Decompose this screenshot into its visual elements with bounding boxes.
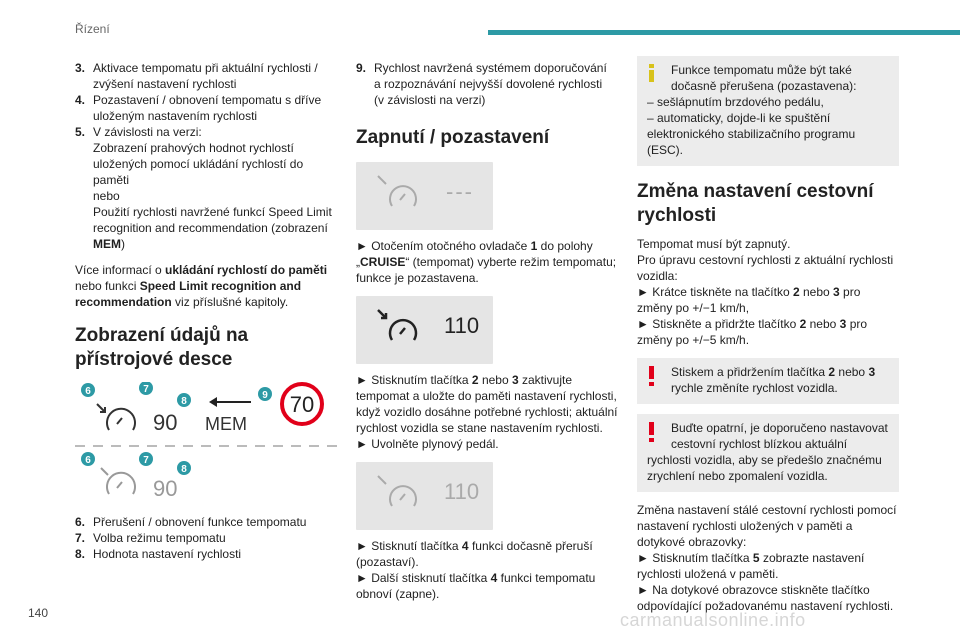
list-item	[75, 546, 337, 562]
bold-text: CRUISE	[360, 255, 406, 269]
column-3	[637, 56, 899, 614]
warning-icon	[649, 422, 655, 442]
text: Stiskem a přidržením tlačítka	[671, 365, 829, 379]
item-text: Pozastavení / obnovení tempomatu s dříve uloženým nastavením rychlosti	[93, 93, 322, 123]
warning-text: rychlosti vozidla, aby se předešlo značnému zrychlení nebo zpomalení vozidla.	[647, 453, 882, 483]
list-item	[75, 530, 337, 546]
text: nebo	[835, 365, 869, 379]
item-text: Volba režimu tempomatu	[93, 531, 226, 545]
item-text: Přerušení / obnovení funkce tempomatu	[93, 515, 307, 529]
list-item	[75, 92, 337, 124]
item-text: Hodnota nastavení rychlosti	[93, 547, 242, 561]
info-paragraph	[75, 262, 337, 310]
item-close: )	[121, 237, 125, 251]
set-speed-value: 90	[153, 476, 178, 501]
paragraph: Pro úpravu cestovní rychlosti z aktuální rychlosti vozidla:	[637, 253, 894, 283]
mem-label: MEM	[205, 414, 247, 434]
text: “ (tempomat) vyberte režim tempomatu; funkce je pozastavena.	[356, 255, 617, 285]
running-header: Řízení	[75, 22, 110, 36]
item-bold: MEM	[93, 237, 121, 251]
text: nebo	[799, 285, 834, 299]
watermark: carmanualsonline.info	[620, 610, 806, 630]
info-text: – sešlápnutím brzdového pedálu, – automaticky, dojde-li ke spuštění elektronického stabilizačního programu (ESC).	[647, 95, 856, 157]
bold-text: 3	[839, 317, 847, 331]
callout-9-label: 9	[262, 390, 268, 401]
warning-box	[637, 358, 899, 404]
bold-text: 3	[868, 365, 876, 379]
item-text: Aktivace tempomatu při aktuální rychlosti / zvýšení nastavení rychlosti	[93, 61, 318, 91]
column-2	[356, 60, 618, 602]
text: nebo	[806, 317, 840, 331]
callout-6-label: 6	[85, 386, 91, 397]
page-number: 140	[28, 606, 49, 620]
text: funkci tempomatu obnoví (zapne).	[356, 571, 596, 601]
section-heading: Zapnutí / pozastavení	[356, 127, 550, 148]
instrument-display-diagram	[75, 382, 337, 502]
set-speed-value: 90	[153, 410, 178, 435]
column-1	[75, 60, 337, 562]
list-item	[75, 60, 337, 92]
text: nebo funkci	[75, 279, 140, 293]
bold-text: ukládání rychlostí do paměti	[165, 263, 328, 277]
section-heading: Zobrazení údajů na přístrojové desce	[75, 325, 249, 370]
bold-text: 2	[828, 365, 836, 379]
warning-icon	[649, 366, 655, 386]
item-number: 9.	[356, 61, 367, 75]
item-text: Rychlost navržená systémem doporučování a rozpoznávání nejvyšší dovolené rychlosti (v závislosti na verzi)	[374, 61, 607, 107]
list-item	[75, 124, 337, 252]
bold-text: 5	[752, 551, 760, 565]
bold-text: 3	[833, 285, 840, 299]
list-item	[356, 60, 618, 108]
callout-6-label: 6	[85, 455, 91, 466]
text: ► Stisknutím tlačítka	[356, 373, 472, 387]
text: ► Krátce tiskněte na tlačítko	[637, 285, 793, 299]
item-number: 5.	[75, 125, 86, 139]
text: ► Otočením otočného ovladače	[356, 239, 531, 253]
paragraph	[637, 550, 899, 582]
legend-list	[75, 514, 337, 562]
text: Více informací o	[75, 263, 166, 277]
text: ► Stisknutí tlačítka	[356, 539, 462, 553]
bold-text: Speed Limit recognition and recommendation	[75, 279, 302, 309]
bold-text: 2	[792, 285, 800, 299]
bold-text: 2	[471, 373, 479, 387]
paragraph: ► Na dotykové obrazovce stiskněte tlačítko odpovídající požadovanému nastavení rychlosti.	[637, 583, 894, 613]
item-number: 7.	[75, 531, 86, 545]
paragraph	[637, 284, 899, 316]
item-text: V závislosti na verzi: Zobrazení prahových hodnot rychlostí uložených pomocí ukládání rychlostí do paměti nebo Použití rychlosti navržené funkcí Speed Limit recognition and recommendation (zobrazení	[93, 125, 332, 235]
callout-8-label: 8	[181, 464, 187, 475]
text: pro změny po +/−1 km/h,	[637, 285, 861, 315]
text: ► Stiskněte a přidržte tlačítko	[637, 317, 800, 331]
bold-text: 4	[490, 571, 498, 585]
info-icon	[649, 64, 655, 82]
paragraph	[637, 316, 899, 348]
text: nebo	[478, 373, 512, 387]
cruise-paused-icon	[101, 468, 135, 494]
warning-box	[637, 414, 899, 492]
section-heading: Změna nastavení cestovní rychlosti	[637, 181, 874, 226]
text: ► Stisknutím tlačítka	[637, 551, 753, 565]
list-item	[75, 514, 337, 530]
callout-7-label: 7	[143, 455, 149, 466]
info-box	[637, 56, 899, 166]
cluster-panel	[356, 462, 493, 530]
paragraph: Tempomat musí být zapnutý.	[637, 237, 791, 251]
text: funkci dočasně přeruší (pozastaví).	[356, 539, 593, 569]
text: do polohy „	[356, 239, 593, 269]
text: zobrazte nastavení rychlosti uložená v paměti.	[637, 551, 865, 581]
paragraph	[356, 372, 618, 436]
cruise-icon	[97, 404, 135, 430]
header-accent-bar	[488, 30, 960, 35]
bold-text: 1	[530, 239, 538, 253]
text: viz příslušné kapitoly.	[171, 295, 289, 309]
text: ► Další stisknutí tlačítka	[356, 571, 491, 585]
text: zaktivujte tempomat a uložte do paměti nastavení rychlosti, když vozidlo dosáhne potřebné rychlosti; aktuální rychlost vozidla se stane nastavením rychlosti.	[356, 373, 618, 435]
item-number: 3.	[75, 61, 86, 75]
callout-7-label: 7	[143, 384, 149, 395]
text: pro změny po +/−5 km/h.	[637, 317, 868, 347]
bold-text: 2	[799, 317, 807, 331]
paragraph: Změna nastavení stálé cestovní rychlosti pomocí nastavení rychlosti uložených v paměti a dotykové obrazovky:	[637, 503, 897, 549]
warning-text	[647, 364, 889, 396]
item-number: 6.	[75, 515, 86, 529]
paragraph	[356, 570, 618, 602]
speed-limit-value: 70	[289, 392, 315, 417]
bold-text: 4	[461, 539, 469, 553]
arrow-head-icon	[209, 397, 217, 407]
text: rychle změníte rychlost vozidla.	[671, 381, 838, 395]
panel-value: ---	[446, 179, 474, 204]
cluster-panel	[356, 296, 493, 364]
item-number: 8.	[75, 547, 86, 561]
panel-value: 110	[444, 313, 480, 338]
panel-value: 110	[444, 479, 480, 504]
warning-text: Buďte opatrní, je doporučeno nastavovat cestovní rychlost blízkou aktuální	[671, 421, 888, 451]
paragraph	[356, 238, 618, 286]
callout-8-label: 8	[181, 396, 187, 407]
bold-text: 3	[511, 373, 519, 387]
cluster-panel	[356, 162, 493, 230]
info-text: Funkce tempomatu může být také dočasně přerušena (pozastavena):	[671, 63, 857, 93]
paragraph: ► Uvolněte plynový pedál.	[356, 437, 499, 451]
item-number: 4.	[75, 93, 86, 107]
paragraph	[356, 538, 618, 570]
